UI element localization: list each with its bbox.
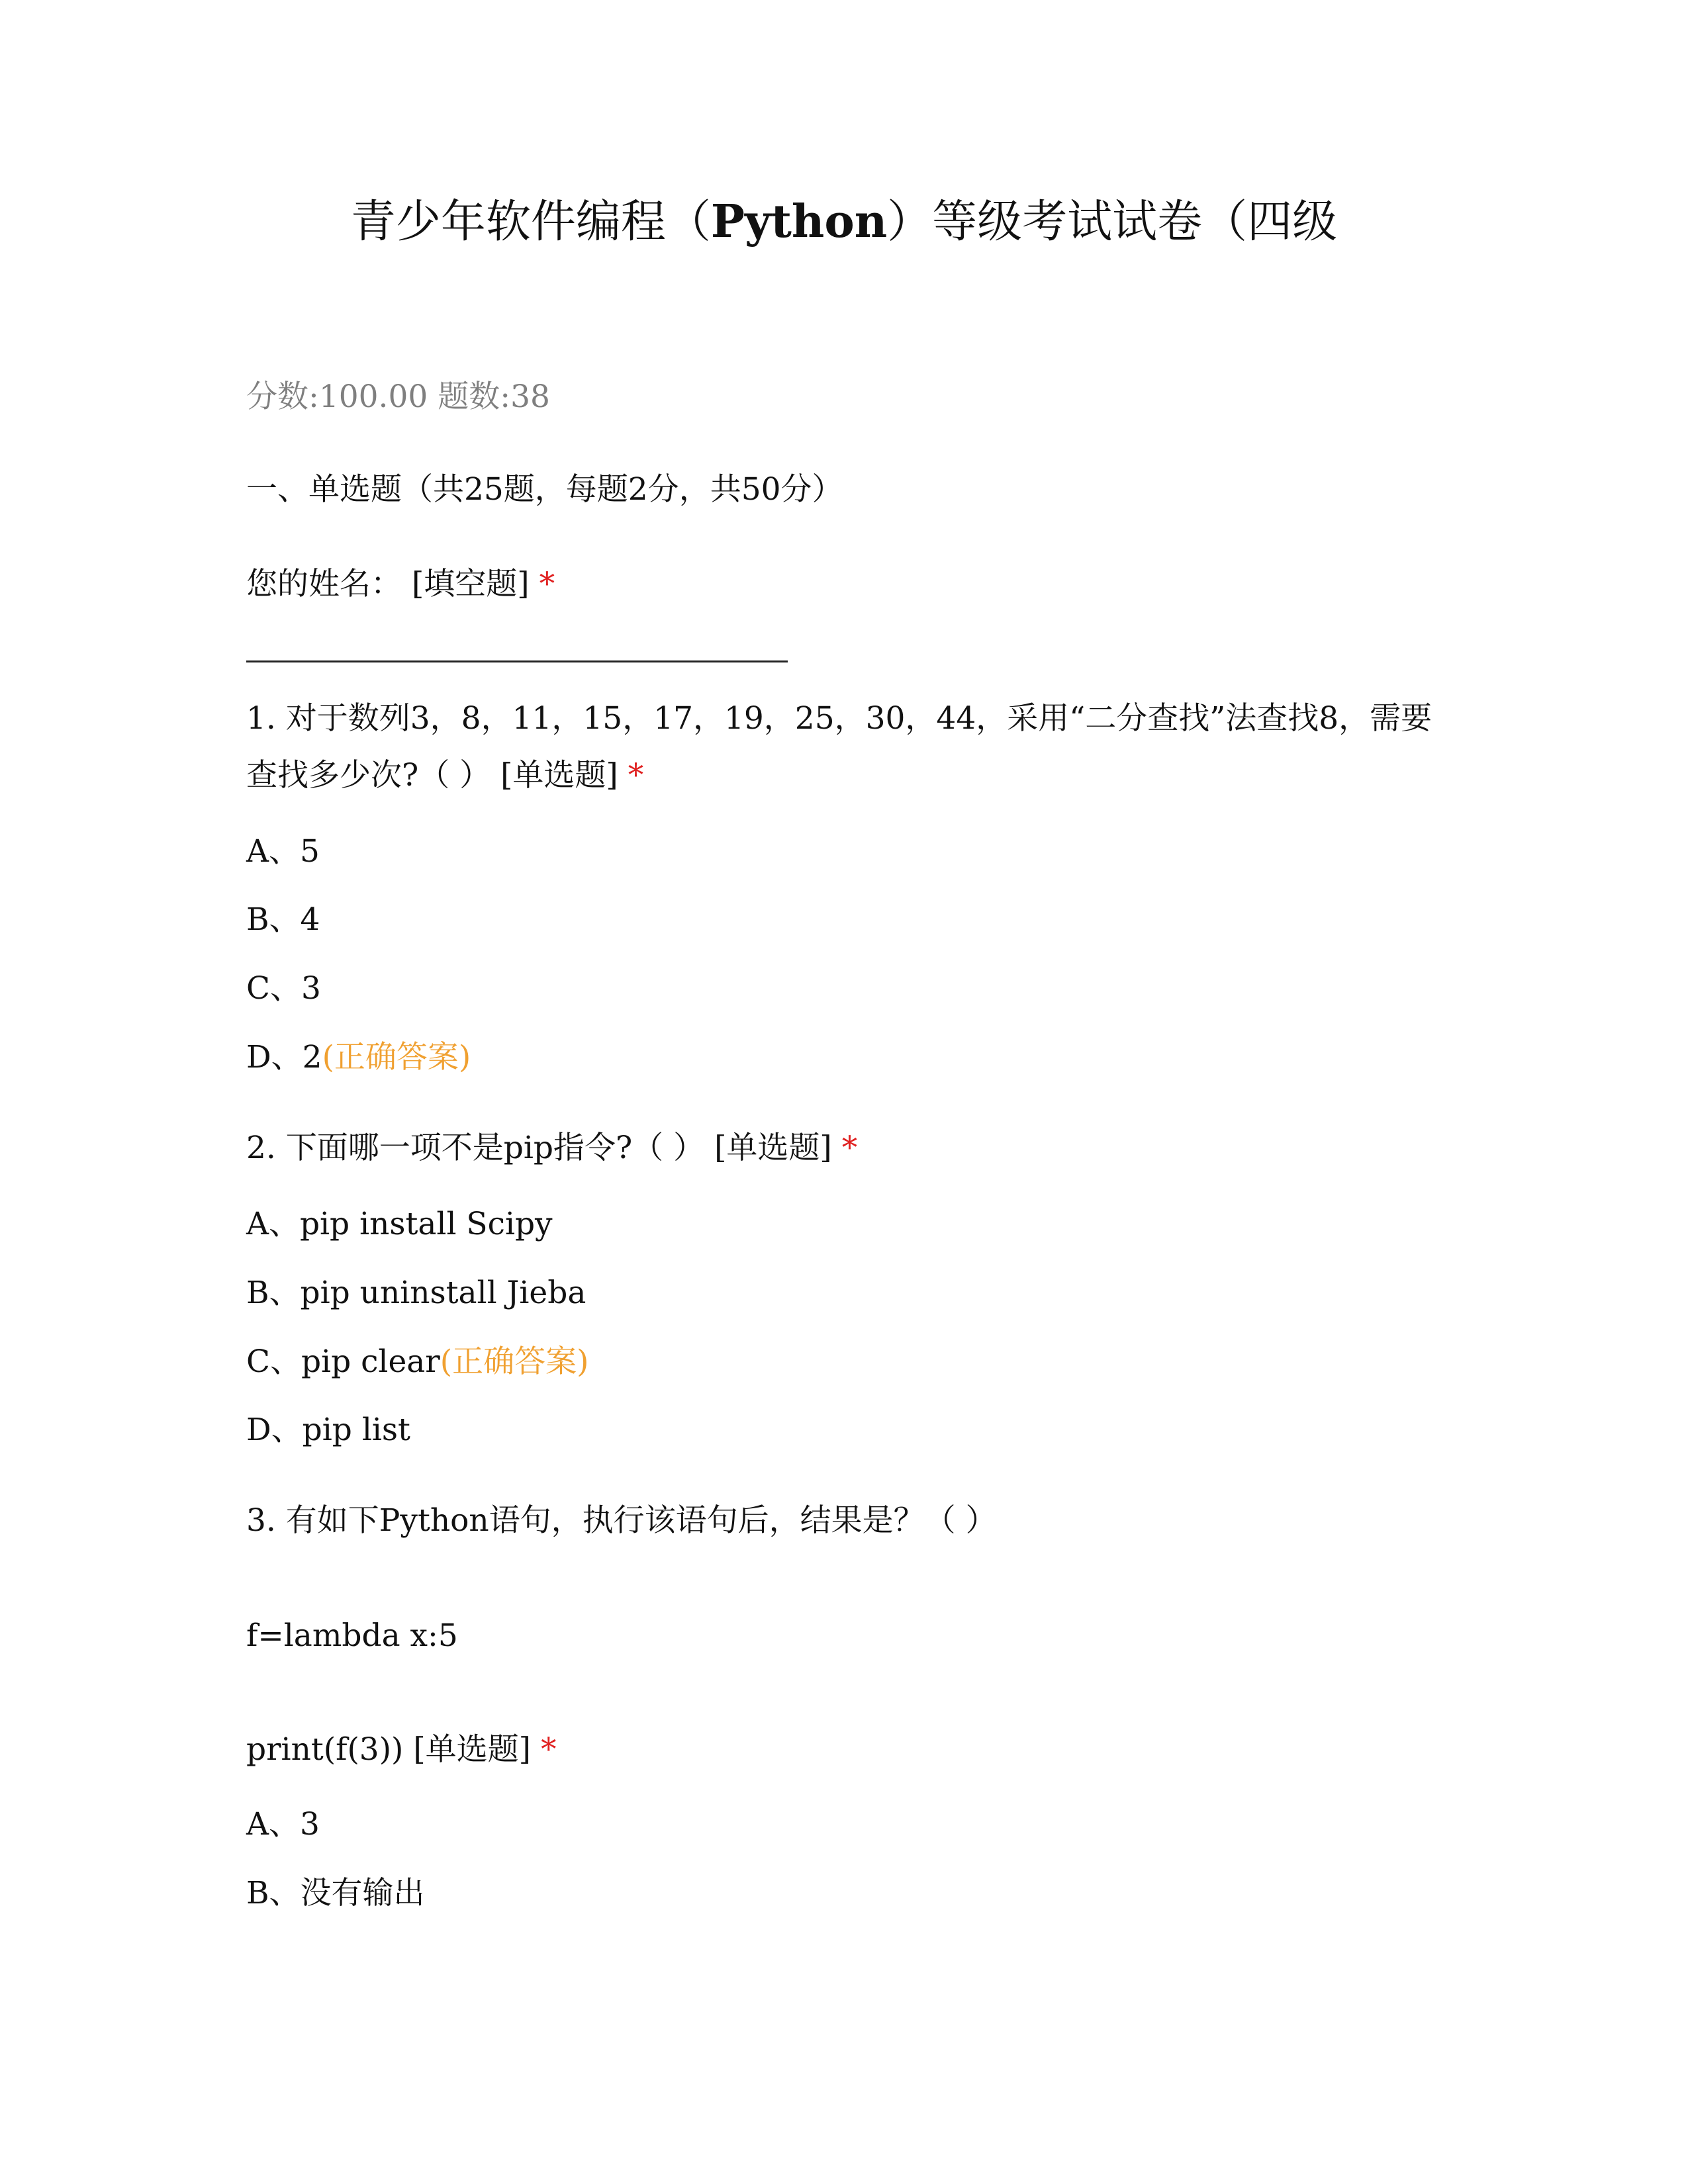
name-prompt: 您的姓名： [填空题]: [246, 566, 530, 602]
required-star: *: [628, 757, 644, 794]
q2-option-c-text: C、pip clear: [246, 1343, 440, 1380]
question-1-stem: [246, 690, 1451, 804]
question-3-code-text: print(f(3)) [单选题]: [246, 1731, 531, 1768]
q2-option-a[interactable]: A、pip install Scipy: [246, 1206, 553, 1242]
q2-option-b[interactable]: B、pip uninstall Jieba: [246, 1275, 586, 1311]
name-question: [246, 561, 555, 608]
q3-option-a[interactable]: A、3: [246, 1806, 320, 1843]
page-title: [0, 192, 1688, 252]
title-prefix: 青少年软件编程（: [350, 196, 711, 248]
required-star: *: [540, 1731, 557, 1768]
required-star: *: [841, 1130, 858, 1166]
q2-option-d[interactable]: D、pip list: [246, 1412, 410, 1448]
question-2-stem: [246, 1125, 857, 1171]
title-python: Python: [710, 195, 888, 248]
correct-answer-tag: (正确答案): [322, 1039, 471, 1075]
question-3-code-line-1: f=lambda x:5: [246, 1617, 458, 1654]
required-star: *: [539, 566, 555, 602]
score-meta: 分数:100.00 题数:38: [246, 379, 550, 415]
q1-option-a[interactable]: A、5: [246, 833, 320, 870]
title-suffix: ）等级考试试卷（四级: [887, 196, 1338, 248]
name-input-line[interactable]: [246, 660, 788, 662]
q1-option-d-text: D、2: [246, 1039, 322, 1075]
q2-option-c[interactable]: [246, 1339, 588, 1385]
q1-option-c[interactable]: C、3: [246, 970, 321, 1007]
q3-option-b[interactable]: B、没有输出: [246, 1875, 425, 1911]
question-3-code-line-2: [246, 1727, 556, 1773]
question-1-text: 1. 对于数列3，8，11，15，17，19，25，30，44，采用“二分查找”法查找8，需要查找多少次?（ ） [单选题]: [246, 700, 1432, 794]
question-3-stem: 3. 有如下Python语句，执行该语句后，结果是？（ ）: [246, 1502, 997, 1539]
q1-option-d[interactable]: [246, 1034, 471, 1081]
q1-option-b[interactable]: B、4: [246, 901, 320, 938]
question-2-text: 2. 下面哪一项不是pip指令?（ ） [单选题]: [246, 1130, 832, 1166]
section-heading: 一、单选题（共25题，每题2分，共50分）: [246, 471, 843, 508]
correct-answer-tag: (正确答案): [440, 1343, 589, 1380]
